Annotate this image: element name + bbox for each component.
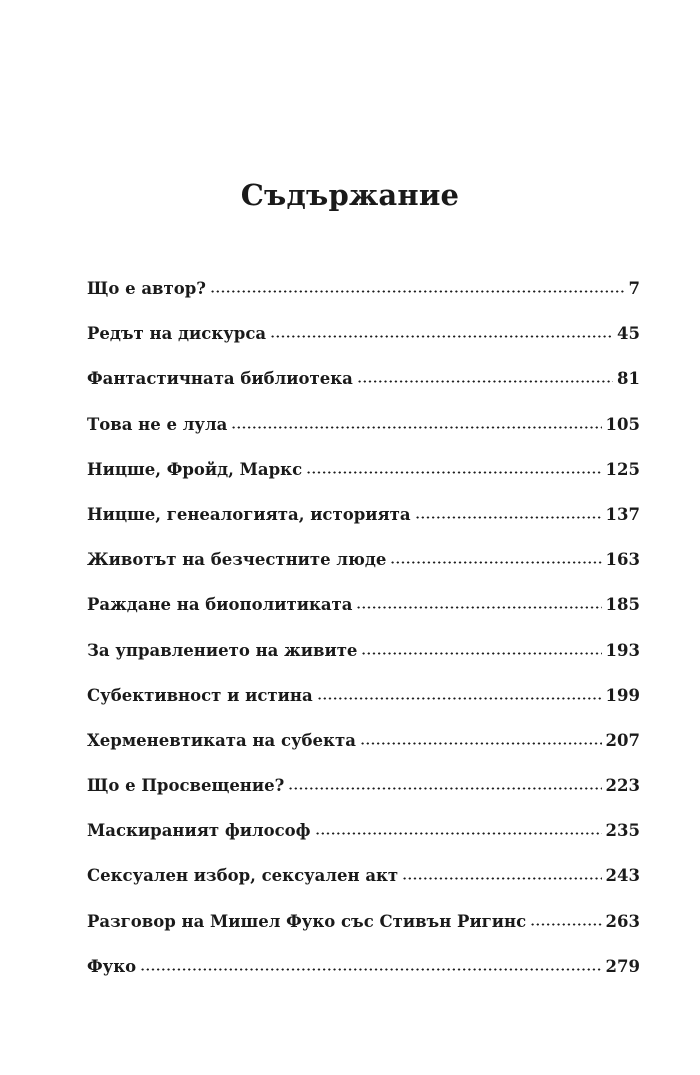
toc-entry — [87, 686, 640, 731]
toc-entry-page-number: 45 — [617, 324, 640, 344]
toc-entry-page-number: 137 — [605, 504, 640, 524]
dot-leader — [357, 380, 613, 383]
dot-leader — [288, 787, 601, 790]
toc-entry-page-number: 279 — [605, 956, 640, 976]
toc-entry-page-number: 185 — [605, 595, 640, 615]
toc-entry-page-number: 193 — [605, 640, 640, 660]
toc-entry-page-number: 235 — [605, 821, 640, 841]
toc-entry-page-number: 207 — [605, 730, 640, 750]
toc-entry-page-number: 125 — [605, 459, 640, 479]
toc-entry — [87, 505, 640, 550]
dot-leader — [210, 290, 625, 293]
toc-entry-title: Редът на дискурса — [87, 324, 267, 344]
dot-leader — [415, 516, 602, 519]
dot-leader — [270, 335, 613, 338]
toc-entry — [87, 912, 640, 957]
dot-leader — [360, 742, 602, 745]
toc-entry-title: Сексуален избор, сексуален акт — [87, 866, 399, 886]
toc-entry — [87, 957, 640, 1002]
toc-entry-title: За управлението на живите — [87, 640, 358, 660]
toc-entry — [87, 550, 640, 595]
toc-entry — [87, 821, 640, 866]
toc-entry — [87, 731, 640, 776]
toc-entry-title: Това не е лула — [87, 414, 228, 434]
toc-entry — [87, 641, 640, 686]
toc-entry — [87, 369, 640, 414]
page-title: Съдържание — [240, 178, 460, 212]
dot-leader — [315, 832, 602, 835]
toc-entry — [87, 595, 640, 640]
toc-entry-page-number: 7 — [628, 279, 640, 298]
dot-leader — [140, 968, 601, 971]
toc-entry — [87, 324, 640, 369]
toc-entry-page-number: 199 — [605, 685, 640, 705]
toc-entry-page-number: 263 — [605, 911, 640, 931]
toc-entry — [87, 866, 640, 911]
toc-entry-page-number: 105 — [605, 414, 640, 434]
toc-entry-title: Ницше, генеалогията, историята — [87, 504, 411, 524]
toc-entry-title: Животът на безчестните люде — [87, 550, 387, 570]
dot-leader — [361, 652, 601, 655]
dot-leader — [306, 471, 601, 474]
toc-entry-title: Що е Просвещение? — [87, 776, 285, 796]
dot-leader — [356, 606, 601, 609]
toc-entry-title: Раждане на биополитиката — [87, 595, 353, 615]
toc-entry-page-number: 243 — [605, 866, 640, 886]
dot-leader — [231, 426, 601, 429]
dot-leader — [530, 923, 601, 926]
table-of-contents — [87, 279, 640, 1002]
toc-entry-title: Маскираният философ — [87, 821, 311, 841]
toc-entry-page-number: 163 — [605, 550, 640, 570]
toc-entry — [87, 460, 640, 505]
toc-entry-title: Разговор на Мишел Фуко със Стивън Ригинс — [87, 911, 527, 931]
toc-entry-title: Фуко — [87, 956, 137, 976]
toc-entry-title: Що е автор? — [87, 279, 206, 298]
toc-entry-page-number: 223 — [605, 776, 640, 796]
toc-entry-title: Фантастичната библиотека — [87, 369, 353, 389]
toc-entry — [87, 279, 640, 324]
toc-entry-title: Ницше, Фройд, Маркс — [87, 459, 303, 479]
toc-entry-title: Субективност и истина — [87, 685, 313, 705]
toc-entry — [87, 776, 640, 821]
toc-entry — [87, 415, 640, 460]
dot-leader — [317, 697, 602, 700]
toc-entry-title: Херменевтиката на субекта — [87, 730, 356, 750]
dot-leader — [402, 877, 601, 880]
dot-leader — [390, 561, 601, 564]
toc-entry-page-number: 81 — [617, 369, 640, 389]
